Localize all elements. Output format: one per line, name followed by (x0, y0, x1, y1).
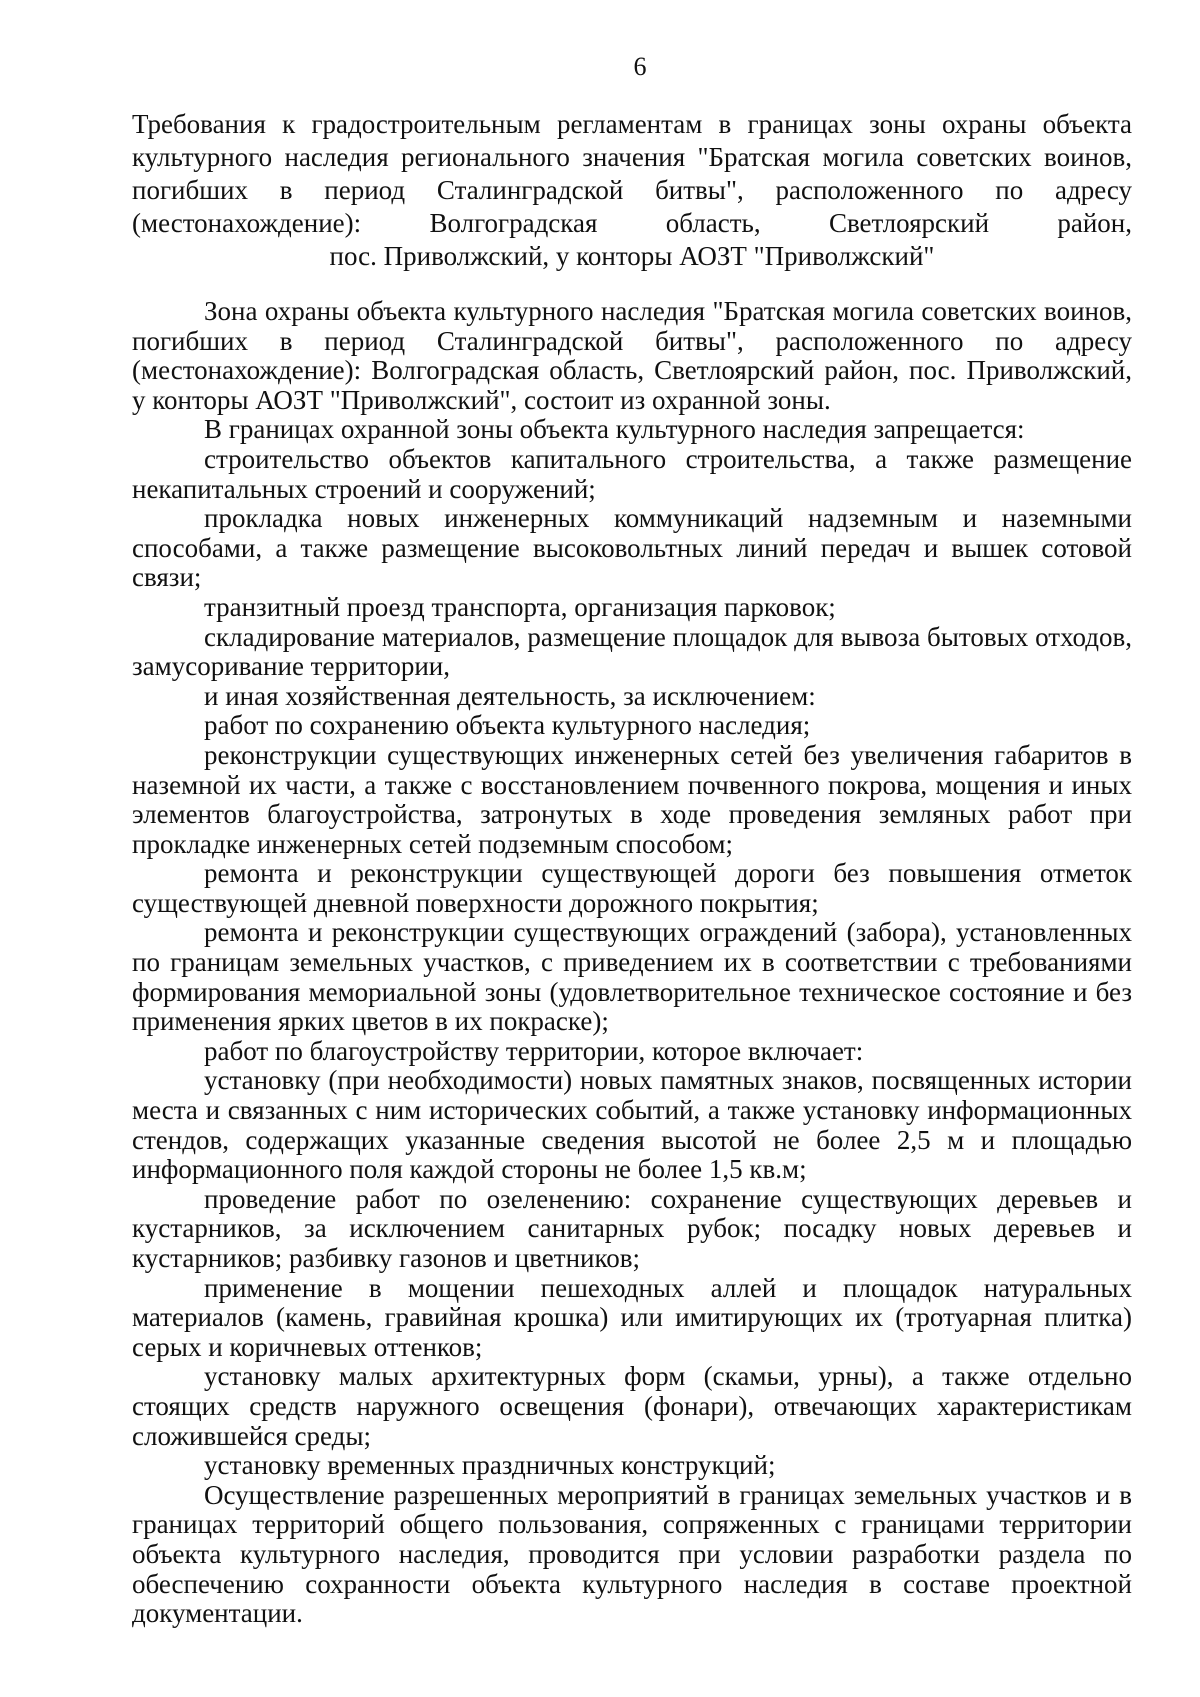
paragraph: В границах охранной зоны объекта культурного наследия запрещается: (204, 414, 1025, 445)
title-line: (местонахождение): Волгоградская область, Светлоярский район, (132, 208, 1132, 238)
paragraph: Зона охраны объекта культурного наследия "Братская могила советских воинов, погибших в период Сталинградской битвы", расположенного по адресу (местонахождение): Волгоградская область, Светлоярский район, пос. Приволжский, у конторы АОЗТ "Приволжский", состоит из охранной зоны. (132, 296, 1132, 415)
paragraph: работ по сохранению объекта культурного наследия; (204, 710, 811, 741)
paragraph: и иная хозяйственная деятельность, за исключением: (204, 680, 816, 711)
paragraph: строительство объектов капитального строительства, а также размещение некапитальных строений и сооружений; (132, 443, 1132, 504)
title-line: пос. Приволжский, у конторы АОЗТ "Приволжский" (329, 241, 935, 271)
document-body (132, 297, 1132, 1629)
paragraph: установку (при необходимости) новых памятных знаков, посвященных истории места и связанных с ним исторических событий, а также установку информационных стендов, содержащих указанные сведения высотой не более 2,5 м и площадью информационного поля каждой стороны не более 1,5 кв.м; (132, 1065, 1132, 1185)
paragraph: ремонта и реконструкции существующих ограждений (забора), установленных по границам земельных участков, с приведением их в соответствии с требованиями формирования мемориальной зоны (удовлетворительное техническое состояние и без применения ярких цветов в их покраске); (132, 917, 1132, 1037)
paragraph: прокладка новых инженерных коммуникаций надземным и наземными способами, а также размещение высоковольтных линий передач и вышек сотовой связи; (132, 503, 1132, 593)
paragraph: транзитный проезд транспорта, организация парковок; (204, 591, 836, 622)
paragraph: складирование материалов, размещение площадок для вывоза бытовых отходов, замусоривание территории, (132, 621, 1132, 682)
paragraph: установку малых архитектурных форм (скамьи, урны), а также отдельно стоящих средств наружного освещения (фонари), отвечающих характеристикам сложившейся среды; (132, 1361, 1132, 1451)
paragraph: применение в мощении пешеходных аллей и площадок натуральных материалов (камень, гравийная крошка) или имитирующих их (тротуарная плитка) серых и коричневых оттенков; (132, 1272, 1132, 1362)
title-line: культурного наследия регионального значения "Братская могила советских воинов, (132, 142, 1132, 172)
paragraph: работ по благоустройству территории, которое включает: (204, 1035, 864, 1066)
paragraph: ремонта и реконструкции существующей дороги без повышения отметок существующей дневной поверхности дорожного покрытия; (132, 858, 1132, 918)
document-title (132, 108, 1132, 273)
page-number: 6 (633, 52, 647, 81)
paragraph: установку временных праздничных конструкций; (204, 1450, 776, 1481)
title-line: погибших в период Сталинградской битвы", расположенного по адресу (132, 175, 1132, 205)
paragraph: проведение работ по озеленению: сохранение существующих деревьев и кустарников, за исключением санитарных рубок; посадку новых деревьев и кустарников; разбивку газонов и цветников; (132, 1183, 1132, 1273)
paragraph: Осуществление разрешенных мероприятий в границах земельных участков и в границах территорий общего пользования, сопряженных с границами территории объекта культурного наследия, проводится при условии разработки раздела по обеспечению сохранности объекта культурного наследия в составе проектной документации. (132, 1479, 1132, 1629)
paragraph: реконструкции существующих инженерных сетей без увеличения габаритов в наземной их части, а также с восстановлением почвенного покрова, мощения и иных элементов благоустройства, затронутых в ходе проведения земляных работ при прокладке инженерных сетей подземным способом; (132, 739, 1132, 859)
title-line: Требования к градостроительным регламентам в границах зоны охраны объекта (132, 109, 1132, 139)
